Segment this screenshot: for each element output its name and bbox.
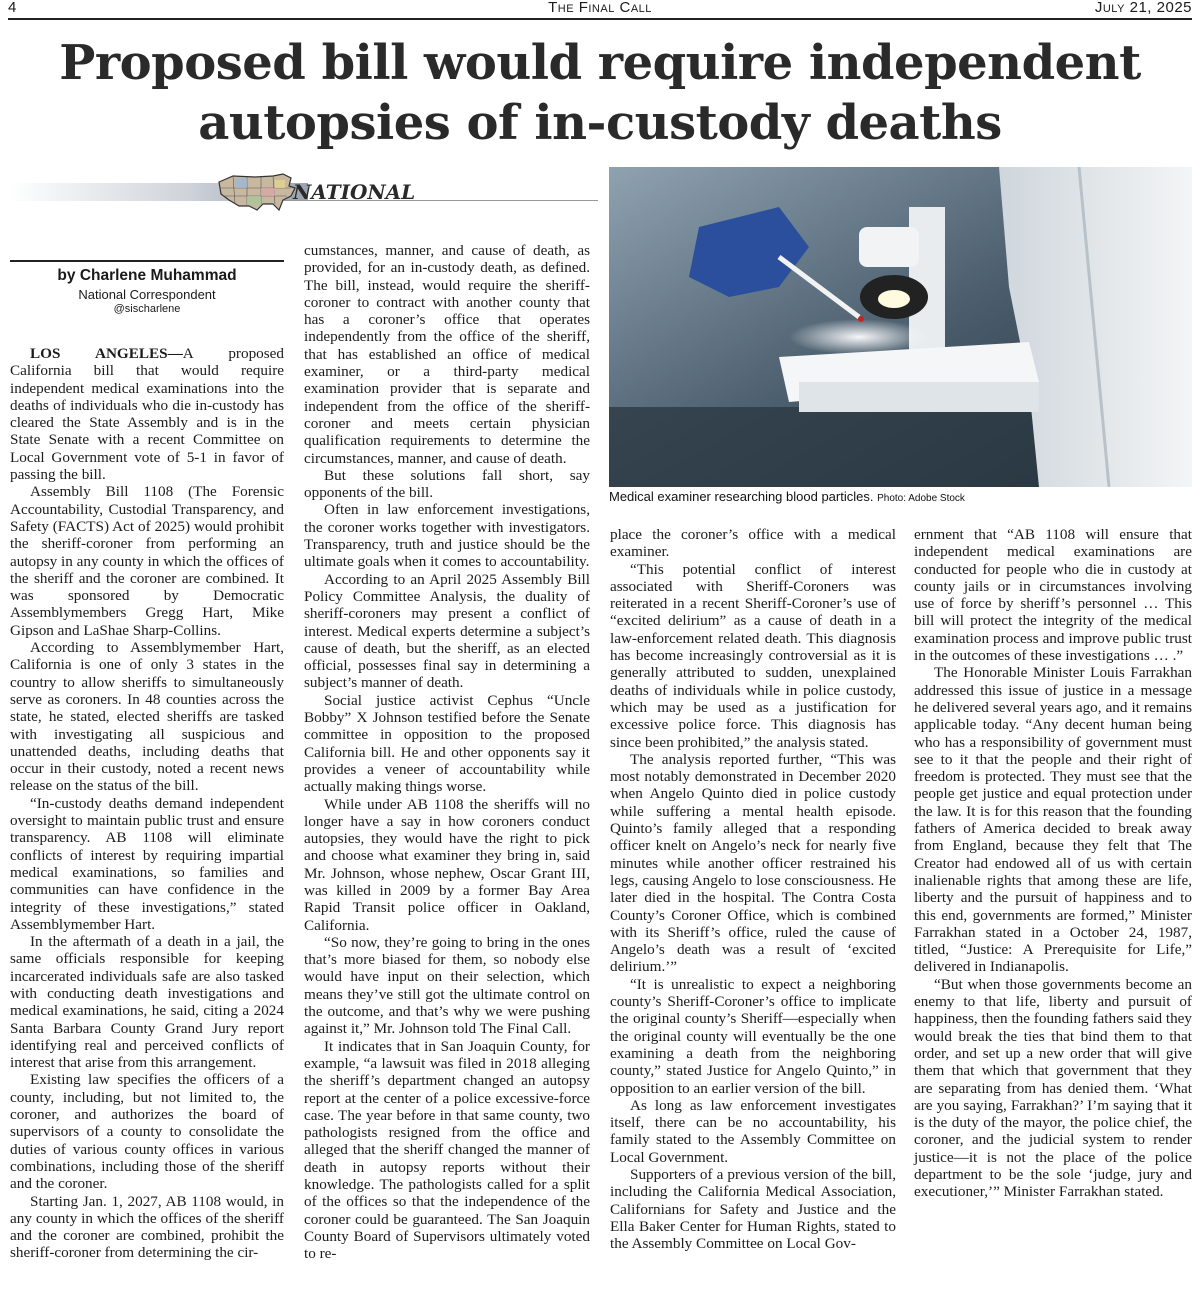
photo-caption	[609, 489, 1192, 504]
article-paragraph: Often in law enforcement investigations, the coroner works together with investigators. Transparency, truth and justice should be the ultimate goals when it comes to accountability.	[304, 501, 590, 571]
photo-credit: Photo: Adobe Stock	[877, 493, 965, 504]
article-photo	[609, 167, 1192, 487]
article-column-4	[914, 526, 1192, 1201]
page-header	[8, 0, 1192, 20]
article-column-2	[304, 242, 590, 1263]
article-paragraph: It indicates that in San Joaquin County, for example, “a lawsuit was filed in 2018 alleging the sheriff’s department changed an autopsy report at the center of a police excessive-force case. The year before in that same county, two pathologists resigned from the office and alleged that the sheriff changed the manner of death in autopsy reports without their knowledge. The pathologists called for a split of the offices so that the independence of the coroner could be guaranteed. The San Joaquin County Board of Supervisors ultimately voted to re-	[304, 1037, 590, 1263]
headline-line-1: Proposed bill would require independent	[59, 35, 1141, 91]
article-paragraph: ernment that “AB 1108 will ensure that independent medical examinations are conducted for people who die in custody at county jails or in circumstances involving use of force by sheriff’s personnel … This bill will protect the integrity of the medical examination process and improve public trust in the outcomes of these investigations … .”	[914, 526, 1192, 665]
paper-name: The Final Call	[548, 0, 652, 16]
article-paragraph: “In-custody deaths demand independent oversight to maintain public trust and ensure transparency. AB 1108 will eliminate conflicts of interest by requiring impartial medical examinations, so families and communities can have confidence in the integrity of these investigations,” stated Assemblymember Hart.	[10, 794, 284, 933]
headline-line-2: autopsies of in-custody deaths	[198, 95, 1002, 151]
dateline: LOS ANGELES—	[30, 345, 183, 362]
article-paragraph: But these solutions fall short, say opponents of the bill.	[304, 466, 590, 502]
section-label: NATIONAL	[293, 180, 416, 204]
article-paragraph: “So now, they’re going to bring in the ones that’s more biased for them, so nobody else would have input on their selection, which means they’ve still got the ultimate control on the outcome, and that’s why we were pushing against it,” Mr. Johnson told The Final Call.	[304, 933, 590, 1038]
photo-illustration	[609, 167, 1192, 487]
section-badge	[8, 168, 598, 213]
article-paragraph: Existing law specifies the officers of a county, including, but not limited to, the coroner, and authorizes the board of supervisors of a county to consolidate the duties of various county offices in various combinations, including those of the sheriff and the coroner.	[10, 1071, 284, 1193]
byline-role: National Correspondent	[78, 287, 216, 302]
article-paragraph: Supporters of a previous version of the bill, including the California Medical Association, Californians for Safety and Justice and the Ella Baker Center for Human Rights, stated to the Assembly Committee on Local Gov-	[610, 1165, 896, 1253]
article-column-1	[10, 345, 284, 1262]
article-paragraph: According to an April 2025 Assembly Bill Policy Committee Analysis, the duality of sheriff-coroners may present a conflict of interest. Medical experts determine a subject’s cause of death, but the sheriff, as an elected official, possesses final say in determining a subject’s manner of death.	[304, 570, 590, 692]
byline-handle: @sischarlene	[113, 303, 181, 315]
article-paragraph: place the coroner’s office with a medical examiner.	[610, 526, 896, 561]
byline-author: by Charlene Muhammad	[57, 267, 237, 284]
headline	[0, 33, 1200, 153]
page-number: 4	[8, 0, 17, 16]
issue-date: July 21, 2025	[1094, 0, 1192, 16]
article-paragraph: cumstances, manner, and cause of death, as provided, for an in-custody death, as defined. The bill, instead, would require the sheriff-coroner to contract with another county that has a coroner’s office that operates independently from the office of the sheriff, that has established an office of medical examiner, or a third-party medical examination provider that is separate and independent from the office of the sheriff-coroner and meets certain physician qualification requirements to determine the circumstances, manner, and cause of death.	[304, 242, 590, 467]
article-paragraph: As long as law enforcement investigates itself, there can be no accountability, his family stated to the Assembly Committee on Local Government.	[610, 1096, 896, 1166]
article-paragraph: Starting Jan. 1, 2027, AB 1108 would, in any county in which the offices of the sheriff and the coroner are combined, prohibit the sheriff-coroner from determining the cir-	[10, 1192, 284, 1262]
us-map-icon	[213, 168, 303, 216]
article-paragraph: Assembly Bill 1108 (The Forensic Accountability, Custodial Transparency, and Safety (FACTS) Act of 2025) would prohibit the sheriff-coroner from performing an autopsy in any county in which the offices of the sheriff and the coroner are combined. It was sponsored by Democratic Assemblymembers Gregg Hart, Mike Gipson and LaShae Sharp-Collins.	[10, 483, 284, 639]
byline	[10, 260, 284, 315]
article-paragraph: While under AB 1108 the sheriffs will no longer have a say in how coroners conduct autopsies, they would have the right to pick and choose what examiner they bring in, said Mr. Johnson, whose nephew, Oscar Grant III, was killed in 2009 by a former Bay Area Rapid Transit police officer in Oakland, California.	[304, 795, 590, 934]
article-paragraph: LOS ANGELES—A proposed California bill that would require independent medical examinations into the deaths of individuals who die in-custody has cleared the State Assembly and is in the State Senate with a recent Committee on Local Government vote of 5-1 in favor of passing the bill.	[10, 345, 285, 484]
article-paragraph: The Honorable Minister Louis Farrakhan addressed this issue of justice in a message he delivered several years ago, and it remains applicable today. “Any decent human being who has a responsibility of government must see to it that the people and their right of freedom is protected. They must see that the people get justice and equal protection under the law. It is for this reason that the founding fathers of America decided to break away from England, because they felt that The Creator had endowed all of us with certain inalienable rights that among these are life, liberty and the pursuit of happiness and to this end, governments are formed,” Minister Farrakhan stated in a October 24, 1987, titled, “Justice: A Prerequisite for Life,” delivered in Indianapolis.	[914, 664, 1192, 976]
article-paragraph: “But when those governments become an enemy to that life, liberty and pursuit of happiness, then the founding fathers said they would break the ties that bind them to that order, and set up a new order that will give them that which that government that they are separating from has denied them. ‘What are you saying, Farrakhan?’ I’m saying that it is the duty of the mayor, the police chief, the coroner, and the judicial system to render justice—it is not the place of the police department to be the sole ‘judge, jury and executioner,’” Minister Farrakhan stated.	[914, 975, 1192, 1201]
article-paragraph: According to Assemblymember Hart, California is one of only 3 states in the country to allow sheriffs to simultaneously serve as coroners. In 48 counties across the state, he stated, elected sheriffs are tasked with investigating all suspicious and unattended deaths, including deaths that occur in their custody, noted a recent news release on the status of the bill.	[10, 639, 284, 795]
caption-text: Medical examiner researching blood particles.	[609, 489, 874, 504]
article-paragraph: In the aftermath of a death in a jail, the same officials responsible for keeping incarcerated individuals safe are also tasked with conducting death investigations and medical examinations, he said, citing a 2024 Santa Barbara County Grand Jury report identifying real and perceived conflicts of interest that arise from this arrangement.	[10, 933, 284, 1072]
article-paragraph: Social justice activist Cephus “Uncle Bobby” X Johnson testified before the Senate committee in opposition to the proposed California bill. He and other opponents say it provides a veneer of accountability while actually making things worse.	[304, 691, 590, 796]
article-paragraph: The analysis reported further, “This was most notably demonstrated in December 2020 when Angelo Quinto died in police custody while suffering a mental health episode. Quinto’s family alleged that a responding officer knelt on Angelo’s neck for nearly five minutes while another officer restrained his legs, causing Angelo to lose consciousness. He later died in the hospital. The Contra Costa County’s Coroner Office, which is combined with its Sheriff’s office, ruled the cause of Angelo’s death was a result of ‘excited delirium.’”	[610, 750, 896, 976]
article-paragraph: “It is unrealistic to expect a neighboring county’s Sheriff-Coroner’s office to implicate the original county’s Sheriff—especially when the original county will eventually be the one examining a death from the neighboring county,” stated Justice for Angelo Quinto,” in opposition to an earlier version of the bill.	[610, 975, 896, 1097]
article-paragraph: “This potential conflict of interest associated with Sheriff-Coroners was reiterated in a recent Sheriff-Coroner’s use of “excited delirium” as a cause of death in a law-enforcement related death. This diagnosis has become increasingly controversial as it is generally attributed to sudden, unexplained deaths of individuals while in police custody, which may be used as a justification for excessive police force. This diagnosis has since been prohibited,” the analysis stated.	[610, 560, 896, 751]
article-column-3	[610, 526, 896, 1252]
